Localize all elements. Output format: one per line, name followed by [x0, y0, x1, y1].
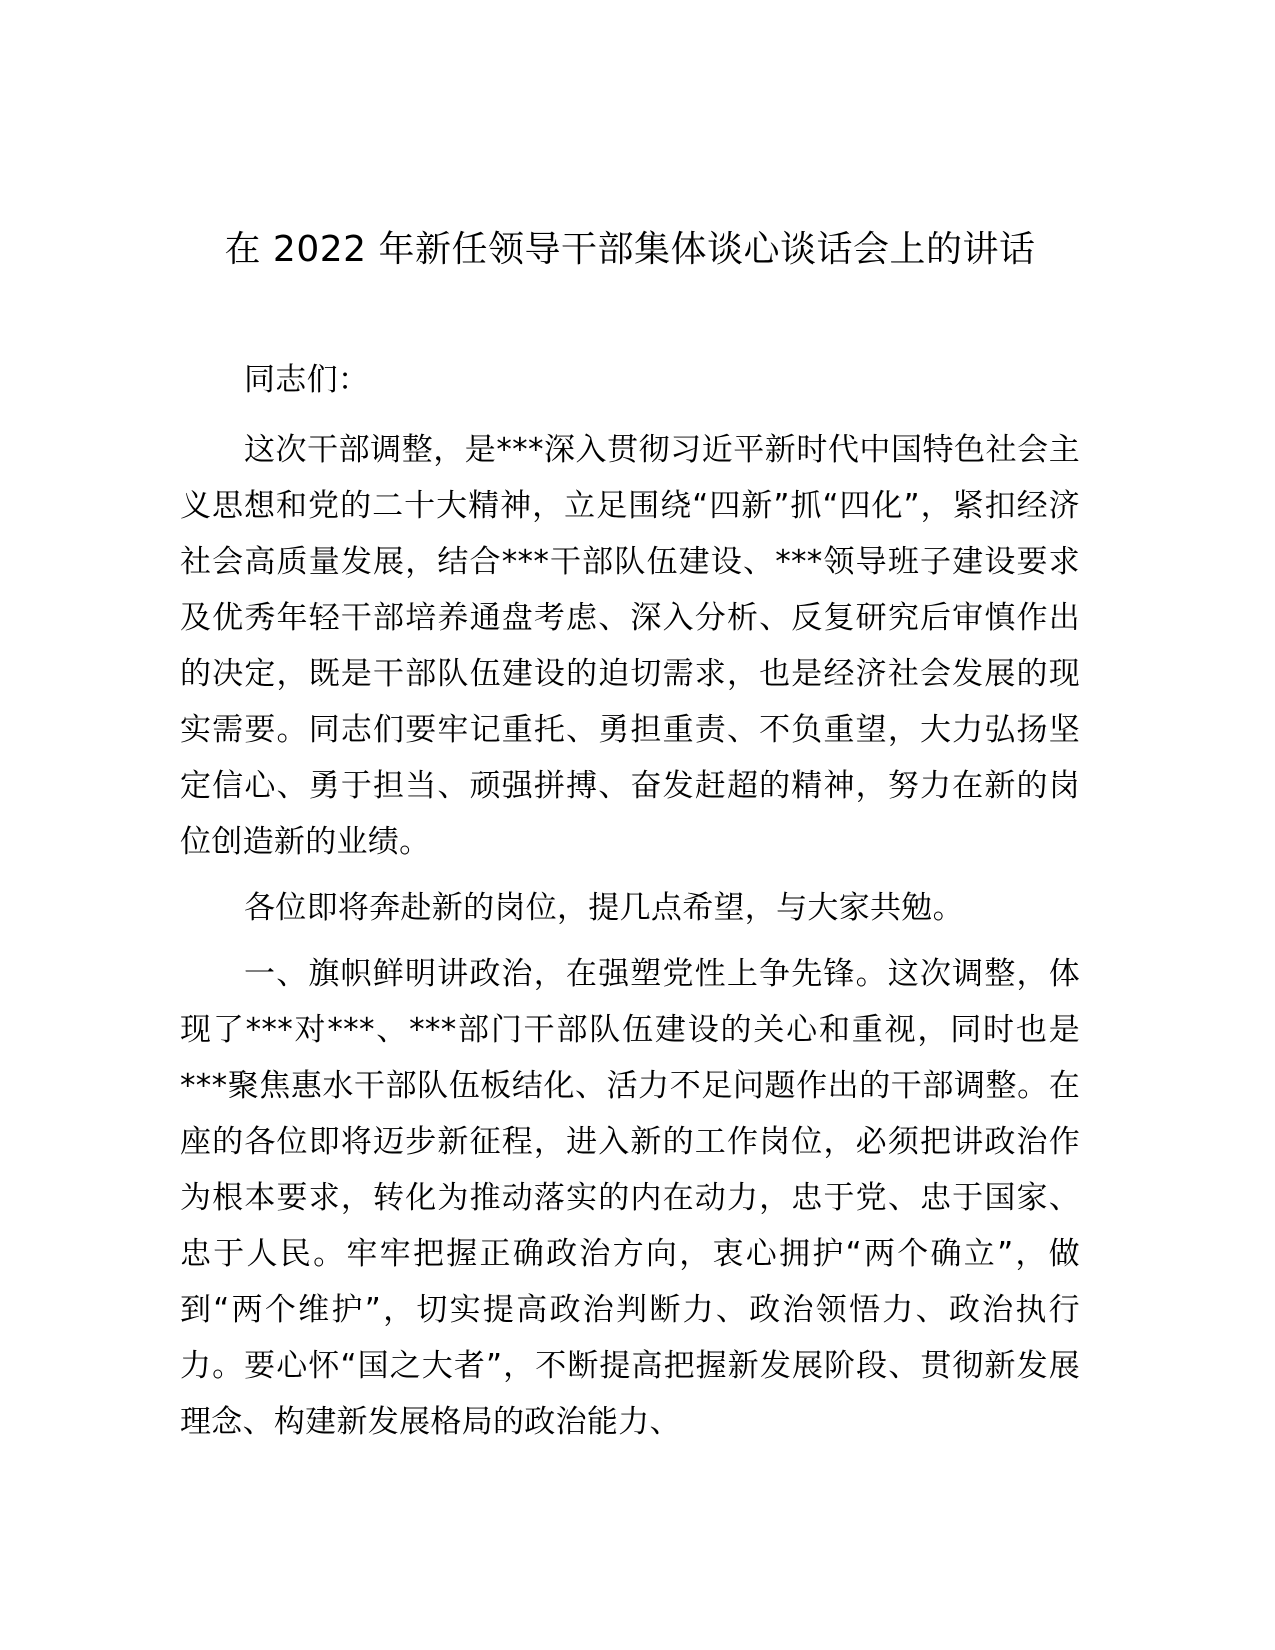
- page-title: 在 2022 年新任领导干部集体谈心谈话会上的讲话: [224, 229, 1036, 270]
- paragraph-greeting: 同志们：: [244, 362, 370, 398]
- document-body: [180, 352, 1080, 1460]
- paragraph-intro: 这次干部调整，是***深入贯彻习近平新时代中国特色社会主义思想和党的二十大精神，立足围绕“四新”抓“四化”，紧扣经济社会高质量发展，结合***干部队伍建设、***领导班子建设要求及优秀年轻干部培养通盘考虑、深入分析、反复研究后审慎作出的决定，既是干部队伍建设的迫切需求，也是经济社会发展的现实需要。同志们要牢记重托、勇担重责、不负重望，大力弘扬坚定信心、勇于担当、顽强拼搏、奋发赶超的精神，努力在新的岗位创造新的业绩。: [180, 432, 1080, 860]
- paragraph-point-one: 一、旗帜鲜明讲政治，在强塑党性上争先锋。这次调整，体现了***对***、***部门干部队伍建设的关心和重视，同时也是***聚焦惠水干部队伍板结化、活力不足问题作出的干部调整。在座的各位即将迈步新征程，进入新的工作岗位，必须把讲政治作为根本要求，转化为推动落实的内在动力，忠于党、忠于国家、忠于人民。牢牢把握正确政治方向，衷心拥护“两个确立”，做到“两个维护”，切实提高政治判断力、政治领悟力、政治执行力。要心怀“国之大者”，不断提高把握新发展阶段、贯彻新发展理念、构建新发展格局的政治能力、: [180, 956, 1080, 1440]
- paragraph-transition: 各位即将奔赴新的岗位，提几点希望，与大家共勉。: [244, 890, 964, 926]
